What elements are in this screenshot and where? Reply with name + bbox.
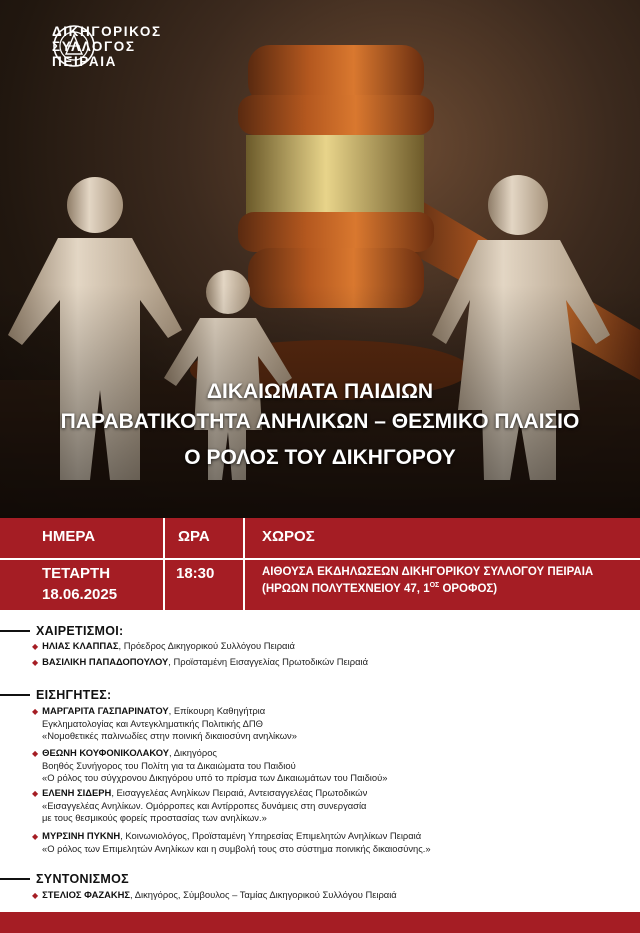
event-date: 18.06.2025: [42, 586, 118, 603]
bullet-icon: ◆: [32, 658, 39, 667]
time-header: ΩΡΑ: [178, 528, 210, 545]
event-title-line-1: ΔΙΚΑΙΩΜΑΤΑ ΠΑΙΔΙΩΝ: [206, 380, 434, 403]
event-weekday: ΤΕΤΑΡΤΗ: [42, 565, 111, 582]
list-item: ◆ ΕΛΕΝΗ ΣΙΔΕΡΗ, Εισαγγελέας Ανηλίκων Πειραιά, Αντεισαγγελέας Πρωτοδικών «Εισαγγελέας Ανηλίκων. Ομόρροπες και Αντίρροπες δυνάμεις στη συνεργασία με τους θεσμικούς φορείς προστασίας των ανηλίκων.»: [32, 787, 368, 823]
list-item: ◆ ΣΤΕΛΙΟΣ ΦΑΖΑΚΗΣ, Δικηγόρος, Σύμβουλος – Ταμίας Δικηγορικού Συλλόγου Πειραιά: [32, 889, 397, 900]
list-item: ◆ ΗΛΙΑΣ ΚΛΑΠΠΑΣ, Πρόεδρος Δικηγορικού Συλλόγου Πειραιά: [32, 640, 295, 651]
bullet-icon: ◆: [32, 749, 39, 758]
list-item: ◆ ΘΕΩΝΗ ΚΟΥΦΟΝΙΚΟΛΑΚΟΥ, Δικηγόρος Βοηθός Συνήγορος του Πολίτη για τα Δικαιώματα του Παιδιού «Ο ρόλος του σύγχρονου Δικηγόρου υπό το πρίσμα των Δικαιωμάτων του Παιδιού»: [32, 747, 388, 783]
logo-line-3: ΠΕΙΡΑΙΑ: [52, 54, 117, 69]
schedule-column-divider: [163, 518, 165, 610]
footer-bar: [0, 912, 640, 933]
event-title-line-3: Ο ΡΟΛΟΣ ΤΟΥ ΔΙΚΗΓΟΡΟΥ: [184, 446, 456, 469]
logo-line-2: ΣΥΛΛΟΓΟΣ: [52, 39, 136, 54]
place-header: ΧΩΡΟΣ: [262, 528, 315, 545]
bullet-icon: ◆: [32, 707, 39, 716]
bullet-icon: ◆: [32, 832, 39, 841]
schedule-band: [0, 518, 640, 610]
seal-icon: [52, 24, 96, 68]
bullet-icon: ◆: [32, 891, 39, 900]
schedule-column-divider: [243, 518, 245, 610]
event-time: 18:30: [176, 565, 215, 582]
bullet-icon: ◆: [32, 642, 39, 651]
bullet-icon: ◆: [32, 789, 39, 798]
list-item: ◆ ΜΑΡΓΑΡΙΤΑ ΓΑΣΠΑΡΙΝΑΤΟΥ, Επίκουρη Καθηγήτρια Εγκληματολογίας και Αντεγκληματικής Πολιτικής ΔΠΘ «Νομοθετικές παλινωδίες στην ποινική δικαιοσύνη ανηλίκων»: [32, 705, 297, 741]
list-item: ◆ ΜΥΡΣΙΝΗ ΠΥΚΝΗ, Κοινωνιολόγος, Προϊσταμένη Υπηρεσίας Επιμελητών Ανηλίκων Πειραιά «Ο ρόλος των Επιμελητών Ανηλίκων και η συμβολή τους στο σύστημα ποινικής δικαιοσύνης.»: [32, 830, 431, 854]
list-item: ◆ ΒΑΣΙΛΙΚΗ ΠΑΠΑΔΟΠΟΥΛΟΥ, Προϊσταμένη Εισαγγελίας Πρωτοδικών Πειραιά: [32, 656, 369, 667]
coordination-heading: ΣΥΝΤΟΝΙΣΜΟΣ: [0, 872, 129, 886]
event-title-line-2: ΠΑΡΑΒΑΤΙΚΟΤΗΤΑ ΑΝΗΛΙΚΩΝ – ΘΕΣΜΙΚΟ ΠΛΑΙΣΙΟ: [60, 410, 580, 433]
speakers-heading: ΕΙΣΗΓΗΤΕΣ:: [0, 688, 112, 702]
venue-line-2: (ΗΡΩΩΝ ΠΟΛΥΤΕΧΝΕΙΟΥ 47, $1^{O\Sigma}$ ΟΡΟΦΟΣ): [262, 582, 498, 595]
venue-line-1: ΑΙΘΟΥΣΑ ΕΚΔΗΛΩΣΕΩΝ ΔΙΚΗΓΟΡΙΚΟΥ ΣΥΛΛΟΓΟΥ ΠΕΙΡΑΙΑ: [262, 566, 594, 578]
greetings-heading: ΧΑΙΡΕΤΙΣΜΟΙ:: [0, 624, 124, 638]
schedule-divider: [0, 558, 640, 560]
logo-line-1: ΔΙΚΗΓΟΡΙΚΟΣ: [52, 24, 162, 39]
day-header: ΗΜΕΡΑ: [42, 528, 96, 545]
bar-association-logo: [52, 24, 162, 69]
